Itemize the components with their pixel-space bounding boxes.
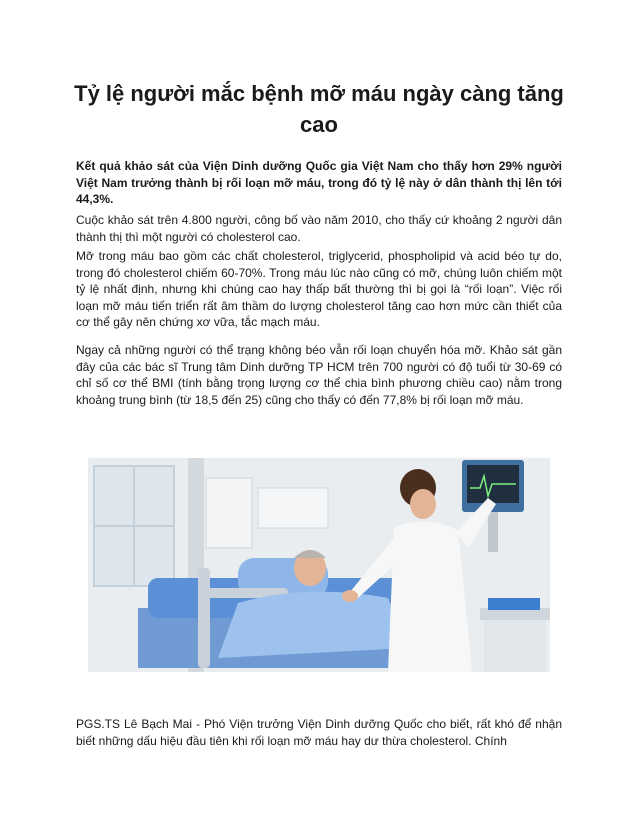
hospital-photo bbox=[88, 458, 550, 672]
hospital-scene-illustration bbox=[88, 458, 550, 672]
lead-paragraph: Kết quả khảo sát của Viện Dinh dưỡng Quốc gia Việt Nam cho thấy hơn 29% người Việt Nam trưởng thành bị rối loạn mỡ máu, trong đó tỷ lệ này ở dân thành thị lên tới 44,3%. bbox=[76, 159, 562, 206]
paragraph-1: Cuộc khảo sát trên 4.800 người, công bố vào năm 2010, cho thấy cứ khoảng 2 người dân thành thị thì một người có cholesterol cao. bbox=[76, 213, 562, 244]
page-title: Tỷ lệ người mắc bệnh mỡ máu ngày càng tăng cao bbox=[74, 81, 564, 137]
paragraph-2: Mỡ trong máu bao gồm các chất cholesterol, triglycerid, phospholipid và acid béo tự do, trong đó cholesterol chiếm 60-70%. Trong máu lúc nào cũng có mỡ, chúng luôn chiếm một tỷ lệ nhất định, nhưng khi chúng cao hay thấp bất thường thì bị gọi là “rối loạn”. Việc rối loạn mỡ máu tiến triển rất âm thầm do lượng cholesterol tăng cao hơn mức cần thiết của cơ thể gây nên chứng xơ vữa, tắc mạch máu. bbox=[76, 249, 562, 329]
paragraph-4: PGS.TS Lê Bạch Mai - Phó Viện trưởng Viện Dinh dưỡng Quốc cho biết, rất khó để nhận biết những dấu hiệu đầu tiên khi rối loạn mỡ máu hay dư thừa cholesterol. Chính bbox=[76, 717, 562, 748]
paragraph-3: Ngay cả những người có thể trạng không béo vẫn rối loạn chuyển hóa mỡ. Khảo sát gần đây của các bác sĩ Trung tâm Dinh dưỡng TP HCM trên 700 người có độ tuổi từ 30-69 có chỉ số cơ thể BMI (tính bằng trọng lượng cơ thể chia bình phương chiều cao) nằm trong khoảng trung bình (từ 18,5 đến 25) cũng cho thấy có đến 77,8% bị rối loạn mỡ máu. bbox=[76, 343, 562, 407]
